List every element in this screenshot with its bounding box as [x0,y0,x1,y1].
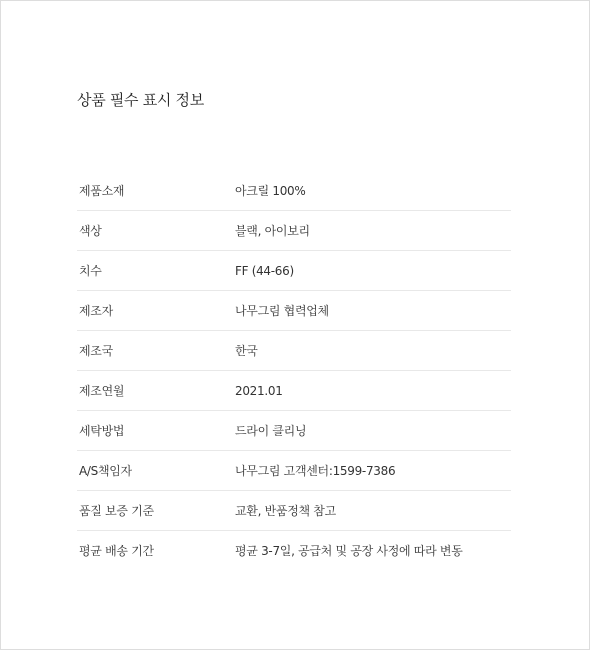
table-row-size [77,251,511,291]
row-label: 제품소재 [77,171,235,211]
row-value: 한국 [235,331,511,371]
row-label: 치수 [77,251,235,291]
table-row-country [77,331,511,371]
table-row-delivery-period [77,531,511,571]
table-row-quality-guarantee [77,491,511,531]
row-label: 세탁방법 [77,411,235,451]
row-label: A/S책임자 [77,451,235,491]
row-value: 교환, 반품정책 참고 [235,491,511,531]
table-row-manufacturer [77,291,511,331]
table-row-as-contact [77,451,511,491]
row-value: 2021.01 [235,371,511,411]
row-label: 평균 배송 기간 [79,544,154,558]
row-value: 평균 3-7일, 공급처 및 공장 사정에 따라 변동 [235,544,463,558]
table-row-color [77,211,511,251]
table-row-washing [77,411,511,451]
row-label: 제조국 [77,331,235,371]
row-value: 나무그림 고객센터:1599-7386 [235,451,511,491]
table-row-manufacture-date [77,371,511,411]
row-value: 드라이 클리닝 [235,411,511,451]
row-label: 색상 [77,211,235,251]
section-title: 상품 필수 표시 정보 [77,91,204,109]
row-label: 제조연월 [77,371,235,411]
row-value: 블랙, 아이보리 [235,211,511,251]
row-value: 아크릴 100% [235,171,511,211]
row-value: 나무그림 협력업체 [235,291,511,331]
row-value: FF (44-66) [235,251,511,291]
table-row-material [77,171,511,211]
row-label: 제조자 [77,291,235,331]
product-info-table [77,171,511,570]
row-label: 품질 보증 기준 [77,491,235,531]
